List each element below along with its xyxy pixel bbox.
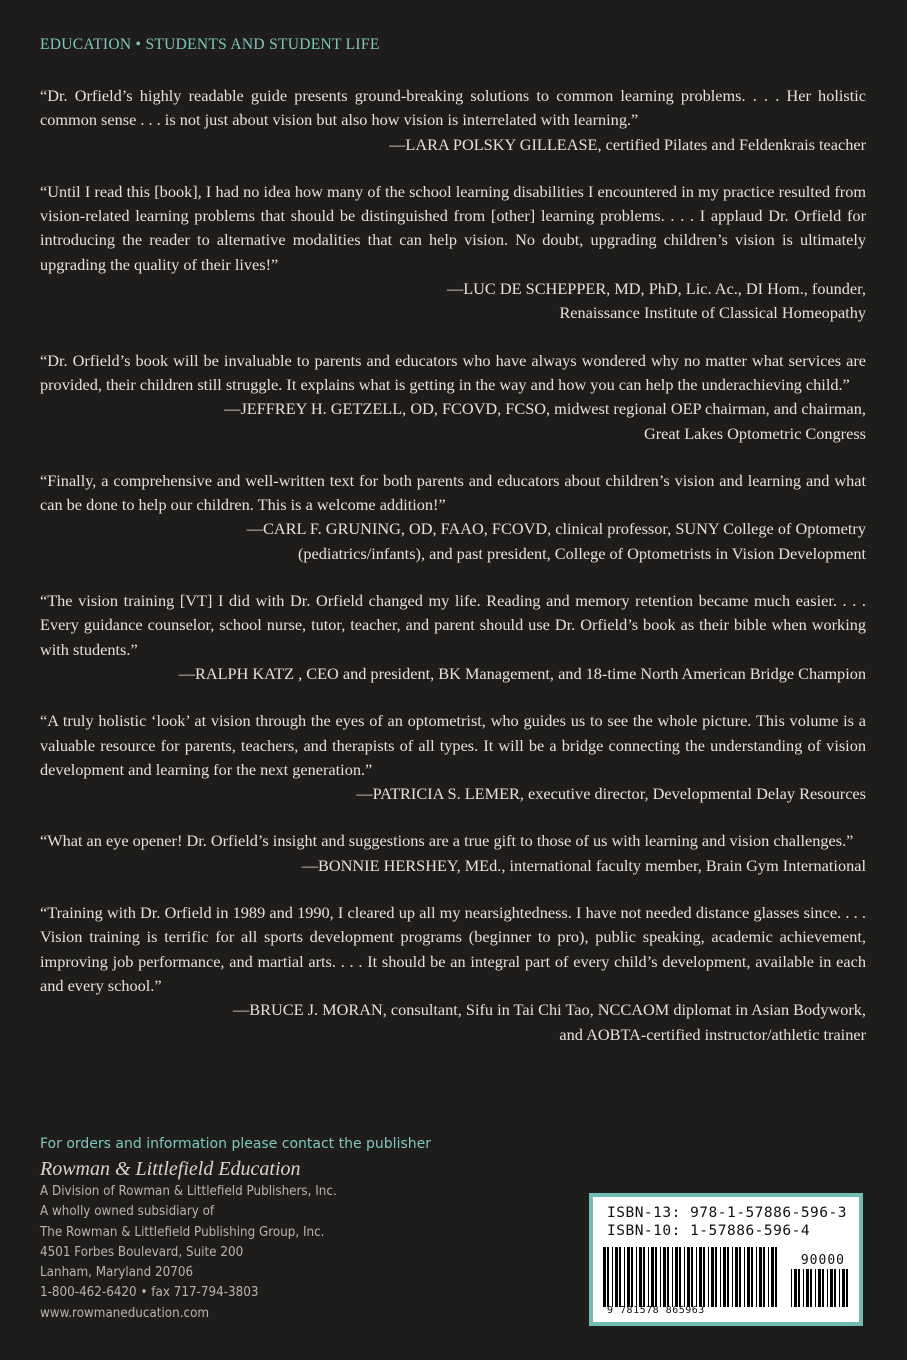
barcode-bar <box>830 1269 833 1307</box>
blurb-quote: “Finally, a comprehensive and well-written text for both parents and educators about children’s vision and learning and what can be done to help our children. This is a welcome addition!” <box>40 470 866 515</box>
barcode-bar <box>798 1269 800 1307</box>
blurb <box>40 84 866 157</box>
barcode-bar <box>827 1269 828 1307</box>
barcode-bar <box>771 1247 774 1307</box>
barcode-bar <box>603 1247 606 1307</box>
isbn13-text: ISBN-13: 978-1-57886-596-3 <box>607 1205 847 1221</box>
barcode-bar <box>720 1247 721 1307</box>
barcode-bar <box>723 1247 726 1307</box>
barcode-bar <box>615 1247 618 1307</box>
barcode-bar <box>660 1247 661 1307</box>
barcode-bar <box>727 1247 729 1307</box>
blurb-quote: “Dr. Orfield’s highly readable guide presents ground-breaking solutions to common learning problems. . . . Her holistic common sense . . . is not just about vision but also how vision is interrelated with learning.” <box>40 86 866 130</box>
barcode-bar <box>648 1247 649 1307</box>
barcode-bar <box>735 1247 738 1307</box>
blurb-quote: “A truly holistic ‘look’ at vision through the eyes of an optometrist, who guides us to see the whole picture. This volume is a valuable resource for parents, teachers, and therapists of all types. It will be a bridge connecting the understanding of vision development and learning for the next generation.” <box>40 711 866 779</box>
publisher-subsidiary: A wholly owned subsidiary of <box>40 1204 215 1220</box>
publisher-website: www.rowmaneducation.com <box>40 1305 210 1321</box>
blurb <box>40 349 866 446</box>
publisher-city: Lanham, Maryland 20706 <box>40 1265 194 1281</box>
barcode-bar <box>846 1269 848 1307</box>
barcode-bar <box>699 1247 702 1307</box>
isbn10-text: ISBN-10: 1-57886-596-4 <box>607 1223 811 1239</box>
barcode-bar <box>768 1247 769 1307</box>
addon-barcode-bars <box>791 1269 849 1307</box>
barcode-bar <box>842 1269 845 1307</box>
publisher-phone: 1-800-462-6420 • fax 717-794-3803 <box>40 1285 259 1301</box>
barcode-bar <box>631 1247 633 1307</box>
blurb <box>40 469 866 566</box>
barcode-bar <box>794 1269 797 1307</box>
category-label: EDUCATION • STUDENTS AND STUDENT LIFE <box>40 36 380 53</box>
blurb-quote: “Training with Dr. Orfield in 1989 and 1990, I cleared up all my nearsightedness. I have not needed distance glasses since. . . . Vision training is terrific for all sports development programs (beginner to pro), public speaking, academic achievement, improving job performance, and martial arts. . . . It should be an integral part of every child’s development, available in each and every school.” <box>40 903 866 995</box>
barcode-bar <box>636 1247 637 1307</box>
blurb-attribution: —JEFFREY H. GETZELL, OD, FCOVD, FCSO, midwest regional OEP chairman, and chairman, <box>224 399 866 419</box>
blurb <box>40 709 866 806</box>
barcode-bar <box>627 1247 630 1307</box>
barcode-bar <box>791 1269 792 1307</box>
barcode-bar <box>751 1247 753 1307</box>
price-code: 90000 <box>800 1253 845 1268</box>
barcode-bar <box>687 1247 690 1307</box>
barcode-bar <box>739 1247 741 1307</box>
barcode-bar <box>822 1269 824 1307</box>
blurb-quote: “Dr. Orfield’s book will be invaluable to parents and educators who have always wondered why no matter what services are provided, their children still struggle. It explains what is getting in the way and how you can help the underachieving child.” <box>40 350 866 394</box>
barcode-bar <box>810 1269 812 1307</box>
blurb-attribution-line2: Great Lakes Optometric Congress <box>644 423 866 443</box>
barcode-bar <box>815 1269 816 1307</box>
barcode-bar <box>732 1247 733 1307</box>
barcode-bars <box>603 1247 778 1307</box>
blurbs-section <box>40 84 866 1070</box>
publisher-division: A Division of Rowman & Littlefield Publishers, Inc. <box>40 1184 337 1199</box>
barcode-bar <box>834 1269 836 1307</box>
blurb-attribution: —LARA POLSKY GILLEASE, certified Pilates and Feldenkrais teacher <box>389 134 866 154</box>
barcode-digits: 9 781578 865963 <box>607 1305 705 1316</box>
barcode-bar <box>806 1269 809 1307</box>
barcode-bar <box>744 1247 745 1307</box>
blurb-attribution: —LUC DE SCHEPPER, MD, PhD, Lic. Ac., DI Hom., founder, <box>446 279 866 299</box>
publisher-name: Rowman & Littlefield Education <box>40 1158 301 1180</box>
blurb-attribution-line2: Renaissance Institute of Classical Homeopathy <box>559 303 866 323</box>
isbn-barcode <box>589 1193 863 1326</box>
barcode-bar <box>839 1269 840 1307</box>
barcode-bar <box>619 1247 621 1307</box>
blurb-attribution: —RALPH KATZ , CEO and president, BK Management, and 18-time North American Bridge Champion <box>178 663 866 683</box>
blurb-attribution-line2: (pediatrics/infants), and past president, College of Optometrists in Vision Development <box>298 543 866 563</box>
blurb <box>40 589 866 686</box>
barcode-bar <box>708 1247 709 1307</box>
blurb-attribution: —PATRICIA S. LEMER, executive director, Developmental Delay Resources <box>356 784 866 804</box>
blurb <box>40 180 866 326</box>
barcode-bar <box>639 1247 642 1307</box>
blurb-attribution: —BRUCE J. MORAN, consultant, Sifu in Tai Chi Tao, NCCAOM diplomat in Asian Bodywork, <box>232 1000 866 1020</box>
barcode-bar <box>775 1247 777 1307</box>
barcode-bar <box>696 1247 697 1307</box>
barcode-bar <box>663 1247 666 1307</box>
blurb-attribution: —BONNIE HERSHEY, MEd., international faculty member, Brain Gym International <box>301 855 866 875</box>
barcode-bar <box>711 1247 714 1307</box>
barcode-bar <box>651 1247 654 1307</box>
barcode-bar <box>818 1269 821 1307</box>
barcode-bar <box>675 1247 678 1307</box>
barcode-bar <box>624 1247 625 1307</box>
barcode-bar <box>672 1247 673 1307</box>
publisher-address: 4501 Forbes Boulevard, Suite 200 <box>40 1244 244 1260</box>
barcode-bar <box>747 1247 750 1307</box>
barcode-bar <box>679 1247 681 1307</box>
publisher-contact-line: For orders and information please contact the publisher <box>40 1136 431 1152</box>
publisher-group: The Rowman & Littlefield Publishing Group, Inc. <box>40 1224 325 1240</box>
barcode-bar <box>691 1247 693 1307</box>
barcode-bar <box>667 1247 669 1307</box>
blurb-quote: “The vision training [VT] I did with Dr. Orfield changed my life. Reading and memory retention became much easier. . . . Every guidance counselor, school nurse, tutor, teacher, and parent should use Dr. Orfield’s book as their bible when working with students.” <box>40 591 866 659</box>
barcode-bar <box>715 1247 717 1307</box>
blurb-quote: “What an eye opener! Dr. Orfield’s insight and suggestions are a true gift to those of us with learning and vision challenges.” <box>40 831 854 851</box>
barcode-bar <box>643 1247 645 1307</box>
barcode-bar <box>756 1247 757 1307</box>
barcode-bar <box>703 1247 705 1307</box>
blurb-attribution: —CARL F. GRUNING, OD, FAAO, FCOVD, clinical professor, SUNY College of Optometry <box>246 519 866 539</box>
barcode-bar <box>655 1247 657 1307</box>
blurb-attribution-line2: and AOBTA-certified instructor/athletic trainer <box>559 1024 866 1044</box>
barcode-bar <box>684 1247 685 1307</box>
blurb <box>40 829 866 878</box>
publisher-info <box>40 1133 431 1324</box>
barcode-bar <box>763 1247 765 1307</box>
barcode-bar <box>612 1247 613 1307</box>
blurb-quote: “Until I read this [book], I had no idea how many of the school learning disabilities I encountered in my practice resulted from vision-related learning problems that should be distinguished from [other] learning problems. . . . I applaud Dr. Orfield for introducing the reader to alternative modalities that can help vision. No doubt, upgrading children’s vision is ultimately upgrading the quality of their lives!” <box>40 181 866 274</box>
barcode-bar <box>803 1269 804 1307</box>
blurb <box>40 901 866 1047</box>
barcode-bar <box>759 1247 762 1307</box>
barcode-bar <box>607 1247 609 1307</box>
